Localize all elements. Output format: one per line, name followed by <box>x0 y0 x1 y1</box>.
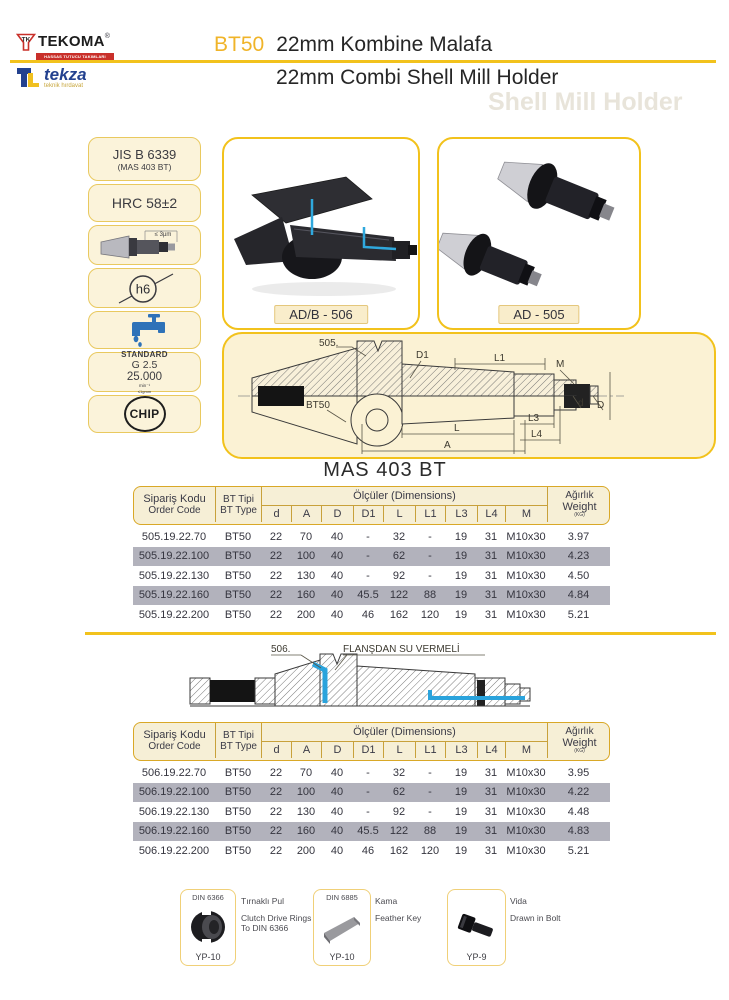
value-cell: BT50 <box>224 766 252 779</box>
weight-en: Weight <box>562 501 597 514</box>
coolant-tap-icon <box>117 313 173 347</box>
weight-unit: (KG) <box>574 748 585 755</box>
value-cell: BT50 <box>224 569 252 582</box>
value-cell: 40 <box>330 589 344 602</box>
accessory-feather-key <box>313 889 371 966</box>
order-code-tr: Sipariş Kodu <box>143 728 206 741</box>
value-cell: - <box>366 766 370 779</box>
accessory-desc-clutch: Tırnaklı Pul Clutch Drive Rings To DIN 6366 <box>241 896 312 934</box>
value-cell: 5.21 <box>567 608 590 621</box>
value-cell: 92 <box>392 569 406 582</box>
value-cell: 3.97 <box>567 530 590 543</box>
accessory-code: YP-9 <box>466 952 487 962</box>
value-cell: 22 <box>269 844 283 857</box>
svg-text:h6: h6 <box>135 281 150 297</box>
table-body <box>133 763 610 861</box>
col-header-order-code <box>134 723 216 758</box>
page-title-en: 22mm Combi Shell Mill Holder <box>276 66 559 89</box>
value-cell: 4.22 <box>567 786 590 799</box>
accessory-bolt <box>447 889 506 966</box>
col-header-weight <box>548 723 611 758</box>
svg-text:M: M <box>556 359 565 370</box>
value-cell: - <box>366 569 370 582</box>
value-cell: BT50 <box>224 786 252 799</box>
table-row <box>133 527 610 547</box>
col-header-bt-type <box>216 723 262 758</box>
order-code-cell: 506.19.22.200 <box>138 844 210 857</box>
value-cell: 31 <box>484 608 498 621</box>
col-header-D1: D1 <box>354 506 384 522</box>
col-header-L1: L1 <box>416 506 446 522</box>
value-cell: 100 <box>296 786 316 799</box>
product-panel-505 <box>437 137 641 330</box>
col-header-L3: L3 <box>446 506 478 522</box>
value-cell: 19 <box>454 786 468 799</box>
value-cell: 200 <box>296 608 316 621</box>
tekza-logo <box>16 66 87 90</box>
value-cell: 45.5 <box>357 589 379 602</box>
svg-text:BT50: BT50 <box>306 400 330 411</box>
order-code-cell: 505.19.22.200 <box>138 608 210 621</box>
value-cell: 40 <box>330 766 344 779</box>
accessory-din-label: DIN 6885 <box>326 893 358 902</box>
col-header-L4: L4 <box>478 742 506 758</box>
svg-text:L: L <box>454 423 460 434</box>
value-cell: 31 <box>484 569 498 582</box>
value-cell: - <box>366 530 370 543</box>
value-cell: - <box>428 805 432 818</box>
title-code: BT50 <box>214 33 265 56</box>
svg-text:506.: 506. <box>271 644 291 655</box>
value-cell: 40 <box>330 825 344 838</box>
value-cell: M10x30 <box>506 844 546 857</box>
value-cell: 22 <box>269 589 283 602</box>
page-title-tr <box>214 33 492 57</box>
col-header-A: A <box>292 506 322 522</box>
value-cell: 22 <box>269 805 283 818</box>
svg-text:A: A <box>444 440 451 451</box>
bt-type-en: BT Type <box>220 740 257 752</box>
value-cell: 200 <box>296 844 316 857</box>
accessory-clutch-ring <box>180 889 236 966</box>
col-header-A: A <box>292 742 322 758</box>
value-cell: BT50 <box>224 608 252 621</box>
technical-drawing-505 <box>224 334 713 456</box>
col-header-D: D <box>322 506 354 522</box>
order-code-en: Order Code <box>148 505 201 517</box>
value-cell: 19 <box>454 589 468 602</box>
value-cell: 40 <box>330 569 344 582</box>
weight-unit: (KG) <box>574 512 585 519</box>
value-cell: - <box>366 805 370 818</box>
value-cell: M10x30 <box>506 805 546 818</box>
value-cell: BT50 <box>224 530 252 543</box>
value-cell: - <box>428 786 432 799</box>
value-cell: M10x30 <box>506 530 546 543</box>
value-cell: 22 <box>269 569 283 582</box>
dimensions-table-506 <box>133 722 610 861</box>
order-code-cell: 506.19.22.160 <box>138 825 210 838</box>
tekoma-tk-icon <box>16 33 36 52</box>
value-cell: 46 <box>361 608 375 621</box>
value-cell: 40 <box>330 786 344 799</box>
tekoma-banner: HASSAS TUTUCU TAKIMLARI <box>36 53 114 60</box>
col-header-d: d <box>262 506 292 522</box>
svg-text:d: d <box>578 398 584 409</box>
table-row <box>133 841 610 861</box>
order-code-cell: 506.19.22.100 <box>138 786 210 799</box>
value-cell: 92 <box>392 805 406 818</box>
header-divider <box>10 60 716 63</box>
col-header-L1: L1 <box>416 742 446 758</box>
value-cell: 122 <box>389 589 409 602</box>
table-header <box>133 722 610 761</box>
dimensions-table-505 <box>133 486 610 625</box>
badge-tolerance-h6 <box>88 268 201 308</box>
weight-tr: Ağırlık <box>565 726 594 738</box>
value-cell: - <box>366 550 370 563</box>
value-cell: 31 <box>484 825 498 838</box>
table-row <box>133 547 610 567</box>
technical-drawing-505-panel <box>222 332 716 459</box>
order-code-cell: 506.19.22.70 <box>141 766 207 779</box>
spec-sidebar <box>88 137 201 433</box>
order-code-cell: 505.19.22.100 <box>138 550 210 563</box>
value-cell: 22 <box>269 530 283 543</box>
value-cell: 4.83 <box>567 825 590 838</box>
svg-text:TK: TK <box>21 36 31 44</box>
clutch-ring-icon <box>188 908 228 946</box>
value-cell: 19 <box>454 608 468 621</box>
bolt-icon <box>455 909 499 945</box>
value-cell: 45.5 <box>357 825 379 838</box>
value-cell: - <box>428 766 432 779</box>
balance-rpm: 25.000 <box>126 371 163 383</box>
value-cell: 19 <box>454 825 468 838</box>
value-cell: M10x30 <box>506 569 546 582</box>
value-cell: 4.50 <box>567 569 590 582</box>
value-cell: 32 <box>392 766 406 779</box>
jis-label: JIS B 6339 <box>112 146 177 162</box>
order-code-cell: 506.19.22.130 <box>138 805 210 818</box>
badge-coolant <box>88 311 201 349</box>
h6-tolerance-icon <box>109 270 181 306</box>
value-cell: - <box>366 786 370 799</box>
value-cell: 19 <box>454 530 468 543</box>
value-cell: 32 <box>392 530 406 543</box>
col-header-D1: D1 <box>354 742 384 758</box>
value-cell: 40 <box>330 608 344 621</box>
table-row <box>133 802 610 822</box>
chip-label: CHIP <box>129 407 160 421</box>
badge-runout <box>88 225 201 265</box>
order-code-tr: Sipariş Kodu <box>143 492 206 505</box>
col-header-M: M <box>506 506 548 522</box>
balance-note: ≤1gmm <box>137 389 152 394</box>
value-cell: 162 <box>389 608 409 621</box>
svg-text:505.: 505. <box>319 338 339 349</box>
value-cell: 22 <box>269 766 283 779</box>
badge-jis-standard <box>88 137 201 181</box>
value-cell: 3.95 <box>567 766 590 779</box>
bt-type-tr: BT Tipi <box>223 493 254 505</box>
table-body <box>133 527 610 625</box>
value-cell: 40 <box>330 844 344 857</box>
product-label-505: AD - 505 <box>498 305 579 324</box>
col-header-d: d <box>262 742 292 758</box>
value-cell: 22 <box>269 786 283 799</box>
order-code-cell: 505.19.22.130 <box>138 569 210 582</box>
value-cell: 19 <box>454 844 468 857</box>
value-cell: 100 <box>296 550 316 563</box>
value-cell: 31 <box>484 844 498 857</box>
accessory-din-label: DIN 6366 <box>192 893 224 902</box>
ghost-watermark: Shell Mill Holder <box>488 88 683 116</box>
value-cell: 4.84 <box>567 589 590 602</box>
toolholder-photo-icon <box>93 228 197 262</box>
value-cell: 120 <box>420 844 440 857</box>
tekoma-name: TEKOMA <box>38 33 105 50</box>
svg-text:FLANŞDAN SU VERMELİ: FLANŞDAN SU VERMELİ <box>343 644 460 655</box>
section-heading-mas: MAS 403 BT <box>323 459 447 481</box>
product-photo-505 <box>439 147 639 307</box>
col-header-L4: L4 <box>478 506 506 522</box>
svg-text:D1: D1 <box>416 350 429 361</box>
value-cell: 31 <box>484 530 498 543</box>
value-cell: BT50 <box>224 805 252 818</box>
value-cell: 160 <box>296 589 316 602</box>
svg-text:L3: L3 <box>528 413 540 424</box>
value-cell: 40 <box>330 530 344 543</box>
table-row <box>133 605 610 625</box>
title-turkish: 22mm Kombine Malafa <box>276 33 493 56</box>
col-header-M: M <box>506 742 548 758</box>
value-cell: 19 <box>454 550 468 563</box>
tekza-tagline: teknik hırdavat <box>44 83 84 89</box>
value-cell: - <box>428 569 432 582</box>
value-cell: 62 <box>392 786 406 799</box>
tekza-tl-icon <box>16 66 40 90</box>
section-divider <box>85 632 716 635</box>
col-header-L: L <box>384 506 416 522</box>
tekoma-logo <box>16 33 114 60</box>
svg-text:L1: L1 <box>494 353 506 364</box>
col-header-bt-type <box>216 487 262 522</box>
product-panel-506 <box>222 137 420 330</box>
value-cell: 122 <box>389 825 409 838</box>
value-cell: BT50 <box>224 844 252 857</box>
technical-drawing-506 <box>175 642 665 722</box>
table-row <box>133 763 610 783</box>
weight-en: Weight <box>562 737 597 750</box>
value-cell: - <box>428 530 432 543</box>
value-cell: BT50 <box>224 550 252 563</box>
value-cell: M10x30 <box>506 786 546 799</box>
badge-balance-spec <box>88 352 201 392</box>
tekza-name: tekza <box>44 65 87 84</box>
value-cell: 62 <box>392 550 406 563</box>
accessory-code: YP-10 <box>195 952 221 962</box>
table-row <box>133 783 610 803</box>
value-cell: BT50 <box>224 825 252 838</box>
value-cell: 70 <box>299 530 313 543</box>
value-cell: M10x30 <box>506 766 546 779</box>
value-cell: - <box>428 550 432 563</box>
col-group-dimensions: Ölçüler (Dimensions) <box>262 723 548 742</box>
product-label-506: AD/B - 506 <box>274 305 368 324</box>
value-cell: 31 <box>484 766 498 779</box>
value-cell: 70 <box>299 766 313 779</box>
value-cell: 22 <box>269 550 283 563</box>
col-header-L: L <box>384 742 416 758</box>
value-cell: 31 <box>484 786 498 799</box>
value-cell: 19 <box>454 569 468 582</box>
value-cell: 88 <box>423 825 437 838</box>
bt-type-tr: BT Tipi <box>223 729 254 741</box>
balance-standard-label: STANDARD <box>121 350 168 359</box>
weight-tr: Ağırlık <box>565 490 594 502</box>
col-header-L3: L3 <box>446 742 478 758</box>
feather-key-icon <box>320 909 364 945</box>
chip-circle <box>124 396 166 432</box>
balance-grade: G 2.5 <box>131 359 158 371</box>
value-cell: 31 <box>484 805 498 818</box>
value-cell: 88 <box>423 589 437 602</box>
order-code-cell: 505.19.22.160 <box>138 589 210 602</box>
value-cell: 19 <box>454 805 468 818</box>
value-cell: M10x30 <box>506 589 546 602</box>
value-cell: M10x30 <box>506 825 546 838</box>
table-header <box>133 486 610 525</box>
tekoma-registered-mark: ® <box>104 33 110 40</box>
value-cell: M10x30 <box>506 608 546 621</box>
value-cell: 120 <box>420 608 440 621</box>
value-cell: 31 <box>484 589 498 602</box>
balance-unit: min⁻¹ <box>138 383 151 388</box>
value-cell: 31 <box>484 550 498 563</box>
accessory-desc-key: Kama Feather Key <box>375 896 422 923</box>
mas-label: (MAS 403 BT) <box>117 161 172 172</box>
col-group-dimensions: Ölçüler (Dimensions) <box>262 487 548 506</box>
value-cell: 130 <box>296 805 316 818</box>
badge-hardness <box>88 184 201 222</box>
value-cell: 160 <box>296 825 316 838</box>
value-cell: 5.21 <box>567 844 590 857</box>
col-header-weight <box>548 487 611 522</box>
value-cell: 40 <box>330 550 344 563</box>
value-cell: 4.23 <box>567 550 590 563</box>
value-cell: M10x30 <box>506 550 546 563</box>
value-cell: 46 <box>361 844 375 857</box>
col-header-D: D <box>322 742 354 758</box>
svg-text:D: D <box>597 400 605 411</box>
table-row <box>133 566 610 586</box>
svg-text:L4: L4 <box>531 429 543 440</box>
value-cell: BT50 <box>224 589 252 602</box>
bt-type-en: BT Type <box>220 504 257 516</box>
table-row <box>133 586 610 606</box>
value-cell: 162 <box>389 844 409 857</box>
value-cell: 4.48 <box>567 805 590 818</box>
value-cell: 22 <box>269 608 283 621</box>
value-cell: 22 <box>269 825 283 838</box>
col-header-order-code <box>134 487 216 522</box>
order-code-en: Order Code <box>148 741 201 753</box>
value-cell: 19 <box>454 766 468 779</box>
badge-chip <box>88 395 201 433</box>
svg-text:≤ 3µm: ≤ 3µm <box>154 232 171 238</box>
order-code-cell: 505.19.22.70 <box>141 530 207 543</box>
product-photo-506 <box>224 147 418 307</box>
value-cell: 40 <box>330 805 344 818</box>
accessory-code: YP-10 <box>329 952 355 962</box>
value-cell: 130 <box>296 569 316 582</box>
accessory-desc-bolt: Vida Drawn in Bolt <box>510 896 561 923</box>
hrc-label: HRC 58±2 <box>111 195 178 211</box>
table-row <box>133 822 610 842</box>
